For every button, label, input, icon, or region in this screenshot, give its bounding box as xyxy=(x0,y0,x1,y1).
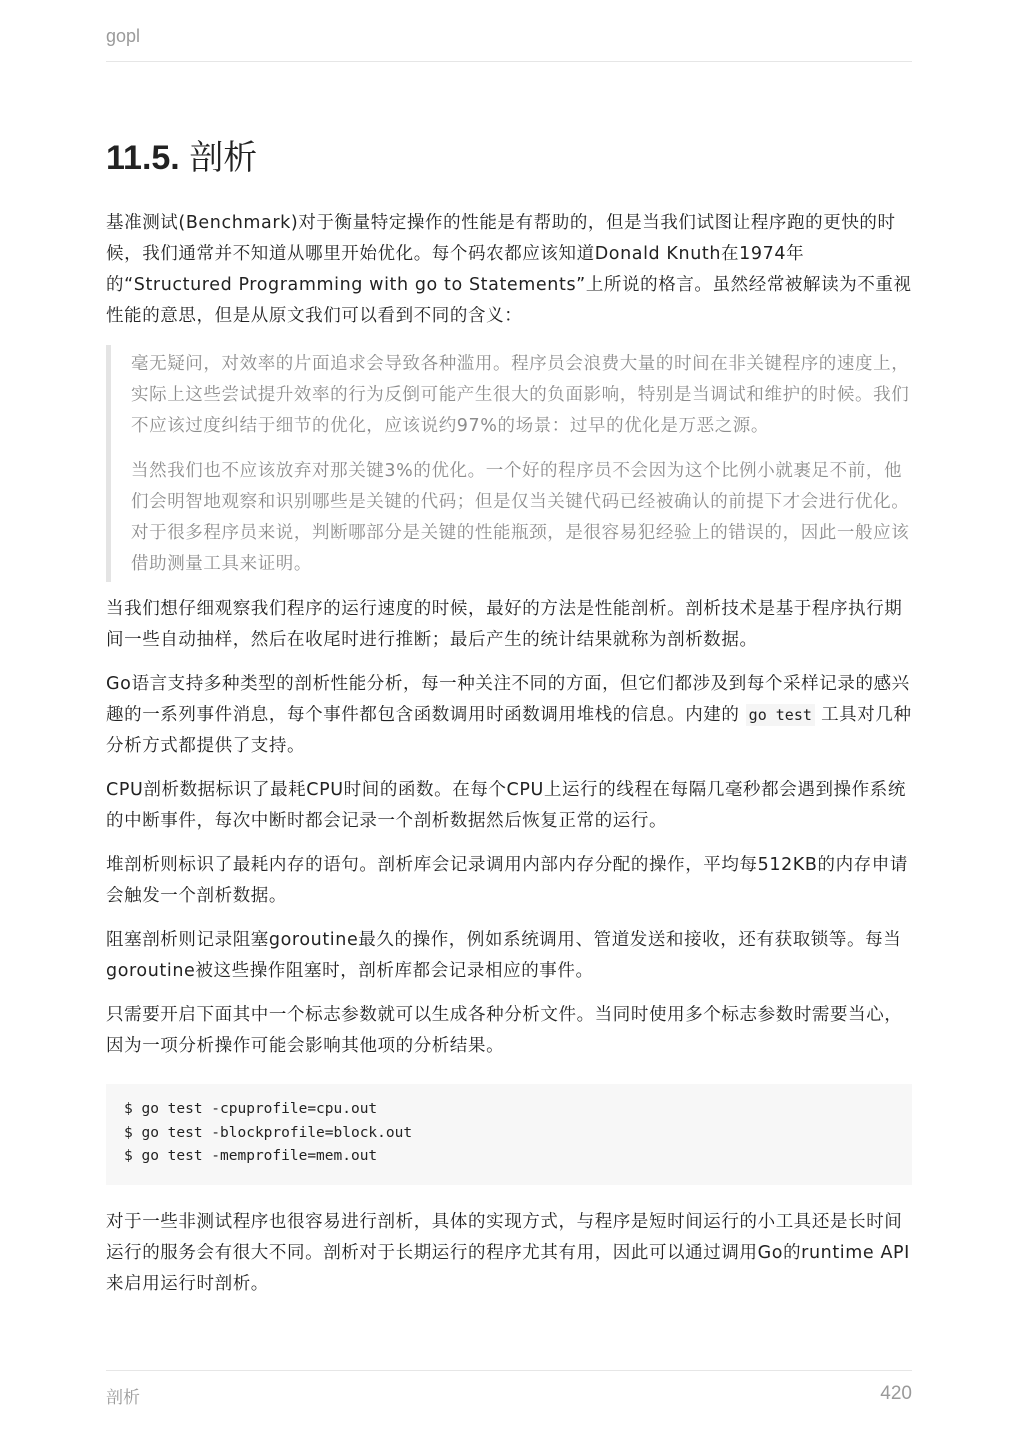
inline-code-go-test: go test xyxy=(746,704,815,726)
section-number: 11.5. xyxy=(106,139,180,177)
page-header xyxy=(106,24,912,62)
runtime-paragraph: 对于一些非测试程序也很容易进行剖析，具体的实现方式，与程序是短时间运行的小工具还是长时间运行的服务会有很大不同。剖析对于长期运行的程序尤其有用，因此可以通过调用Go的runtime API来启用运行时剖析。 xyxy=(106,1211,910,1294)
flags-paragraph: 只需要开启下面其中一个标志参数就可以生成各种分析文件。当同时使用多个标志参数时需要当心，因为一项分析操作可能会影响其他项的分析结果。 xyxy=(106,1005,903,1056)
go-profiling-text-before: Go语言支持多种类型的剖析性能分析，每一种关注不同的方面，但它们都涉及到每个采样记录的感兴趣的一系列事件消息，每个事件都包含函数调用时函数调用堆栈的信息。内建的 xyxy=(106,674,910,725)
book-title: gopl xyxy=(106,26,141,46)
page-footer xyxy=(106,1370,912,1419)
go-profiling-paragraph xyxy=(106,669,912,762)
section-title: 剖析 xyxy=(189,139,258,177)
page-content xyxy=(106,132,912,1313)
go-profiling-text-after: 工具对几种分析方式都提供了支持。 xyxy=(106,705,912,756)
code-line-memprofile: $ go test -memprofile=mem.out xyxy=(124,1148,378,1164)
code-line-cpuprofile: $ go test -cpuprofile=cpu.out xyxy=(124,1101,378,1117)
intro-paragraph: 基准测试(Benchmark)对于衡量特定操作的性能是有帮助的，但是当我们试图让程序跑的更快的时候，我们通常并不知道从哪里开始优化。每个码农都应该知道Donald Knuth在1974年的“Structured Programming with go to Statements”上所说的格言。虽然经常被解读为不重视性能的意思，但是从原文我们可以看到不同的含义： xyxy=(106,213,912,326)
knuth-quote xyxy=(106,345,912,582)
cpu-profile-paragraph: CPU剖析数据标识了最耗CPU时间的函数。在每个CPU上运行的线程在每隔几毫秒都会遇到操作系统的中断事件，每次中断时都会记录一个剖析数据然后恢复正常的运行。 xyxy=(106,780,906,831)
quote-paragraph-2: 当然我们也不应该放弃对那关键3%的优化。一个好的程序员不会因为这个比例小就裹足不前，他们会明智地观察和识别哪些是关键的代码；但是仅当关键代码已经被确认的前提下才会进行优化。对于很多程序员来说，判断哪部分是关键的性能瓶颈，是很容易犯经验上的错误的，因此一般应该借助测量工具来证明。 xyxy=(131,461,910,574)
page-number: 420 xyxy=(880,1383,912,1404)
code-line-blockprofile: $ go test -blockprofile=block.out xyxy=(124,1124,413,1141)
section-heading xyxy=(106,132,912,184)
profiling-paragraph: 当我们想仔细观察我们程序的运行速度的时候，最好的方法是性能剖析。剖析技术是基于程序执行期间一些自动抽样，然后在收尾时进行推断；最后产生的统计结果就称为剖析数据。 xyxy=(106,599,903,650)
code-block xyxy=(106,1084,912,1185)
footer-chapter: 剖析 xyxy=(106,1388,140,1408)
quote-paragraph-1: 毫无疑问，对效率的片面追求会导致各种滥用。程序员会浪费大量的时间在非关键程序的速度上，实际上这些尝试提升效率的行为反倒可能产生很大的负面影响，特别是当调试和维护的时候。我们不应该过度纠结于细节的优化，应该说约97%的场景：过早的优化是万恶之源。 xyxy=(131,354,910,436)
heap-profile-paragraph: 堆剖析则标识了最耗内存的语句。剖析库会记录调用内部内存分配的操作，平均每512KB的内存申请会触发一个剖析数据。 xyxy=(106,855,908,906)
block-profile-paragraph: 阻塞剖析则记录阻塞goroutine最久的操作，例如系统调用、管道发送和接收，还有获取锁等。每当goroutine被这些操作阻塞时，剖析库都会记录相应的事件。 xyxy=(106,930,902,981)
